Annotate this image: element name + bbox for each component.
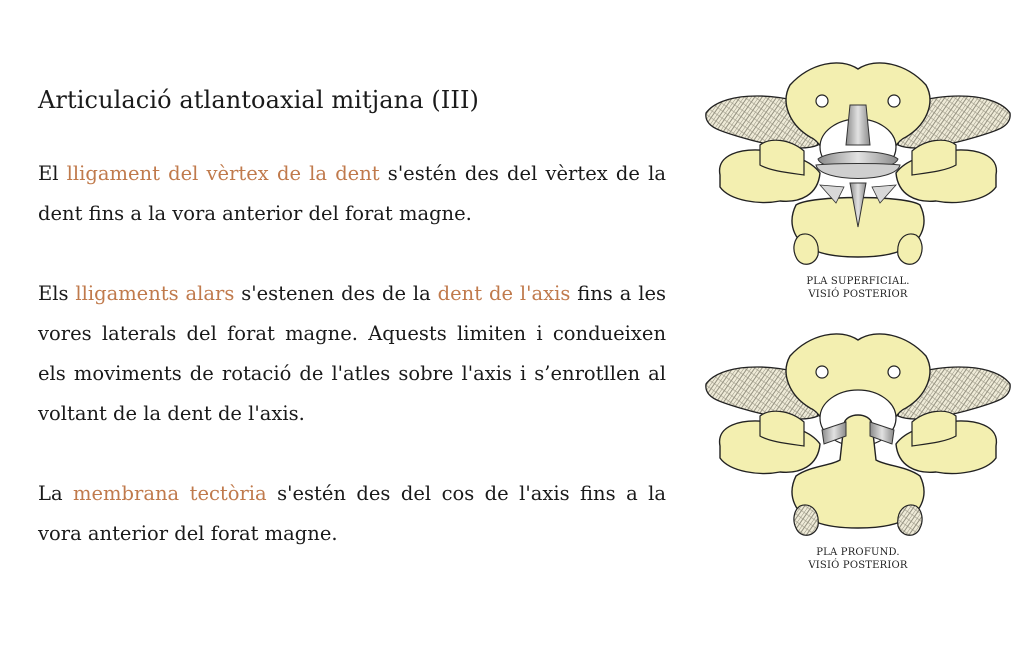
figure-deep [700, 326, 1016, 572]
figures-column [700, 55, 1016, 572]
text: Els [38, 282, 76, 305]
caption-line: PLA SUPERFICIAL. [806, 276, 910, 287]
text: s'estenen des de la [234, 282, 438, 305]
text: La [38, 482, 74, 505]
term-tectorial-membrane: membrana tectòria [73, 482, 267, 505]
figure-caption [700, 275, 1016, 301]
caption-line: PLA PROFUND. [816, 547, 900, 558]
figure-caption [700, 546, 1016, 572]
paragraph-tectorial-membrane [38, 474, 666, 554]
text: s'estén des del vèrtex de la dent fins a la vora anterior del forat magne. [38, 162, 666, 225]
text: fins a les vores laterals del forat magne. Aquests limiten i condueixen els moviments de rotació de l'atles sobre l'axis i s’enrotllen al voltant de la dent de l'axis. [38, 282, 666, 425]
vertebra-superficial-illustration [700, 55, 1016, 275]
text-column [38, 86, 666, 594]
term-alar-ligaments: lligaments alars [75, 282, 235, 305]
text: El [38, 162, 67, 185]
term-dens-axis: dent de l'axis [437, 282, 571, 305]
term-apical-ligament: lligament del vèrtex de la dent [66, 162, 380, 185]
text: s'estén des del cos de l'axis fins a la vora anterior del forat magne. [38, 482, 666, 545]
caption-line: VISIÓ POSTERIOR [808, 560, 908, 571]
paragraph-alar-ligaments [38, 274, 666, 434]
paragraph-apical-ligament [38, 154, 666, 234]
vertebra-deep-illustration [700, 326, 1016, 546]
page-title: Articulació atlantoaxial mitjana (III) [38, 86, 480, 114]
caption-line: VISIÓ POSTERIOR [808, 289, 908, 300]
figure-superficial [700, 55, 1016, 301]
